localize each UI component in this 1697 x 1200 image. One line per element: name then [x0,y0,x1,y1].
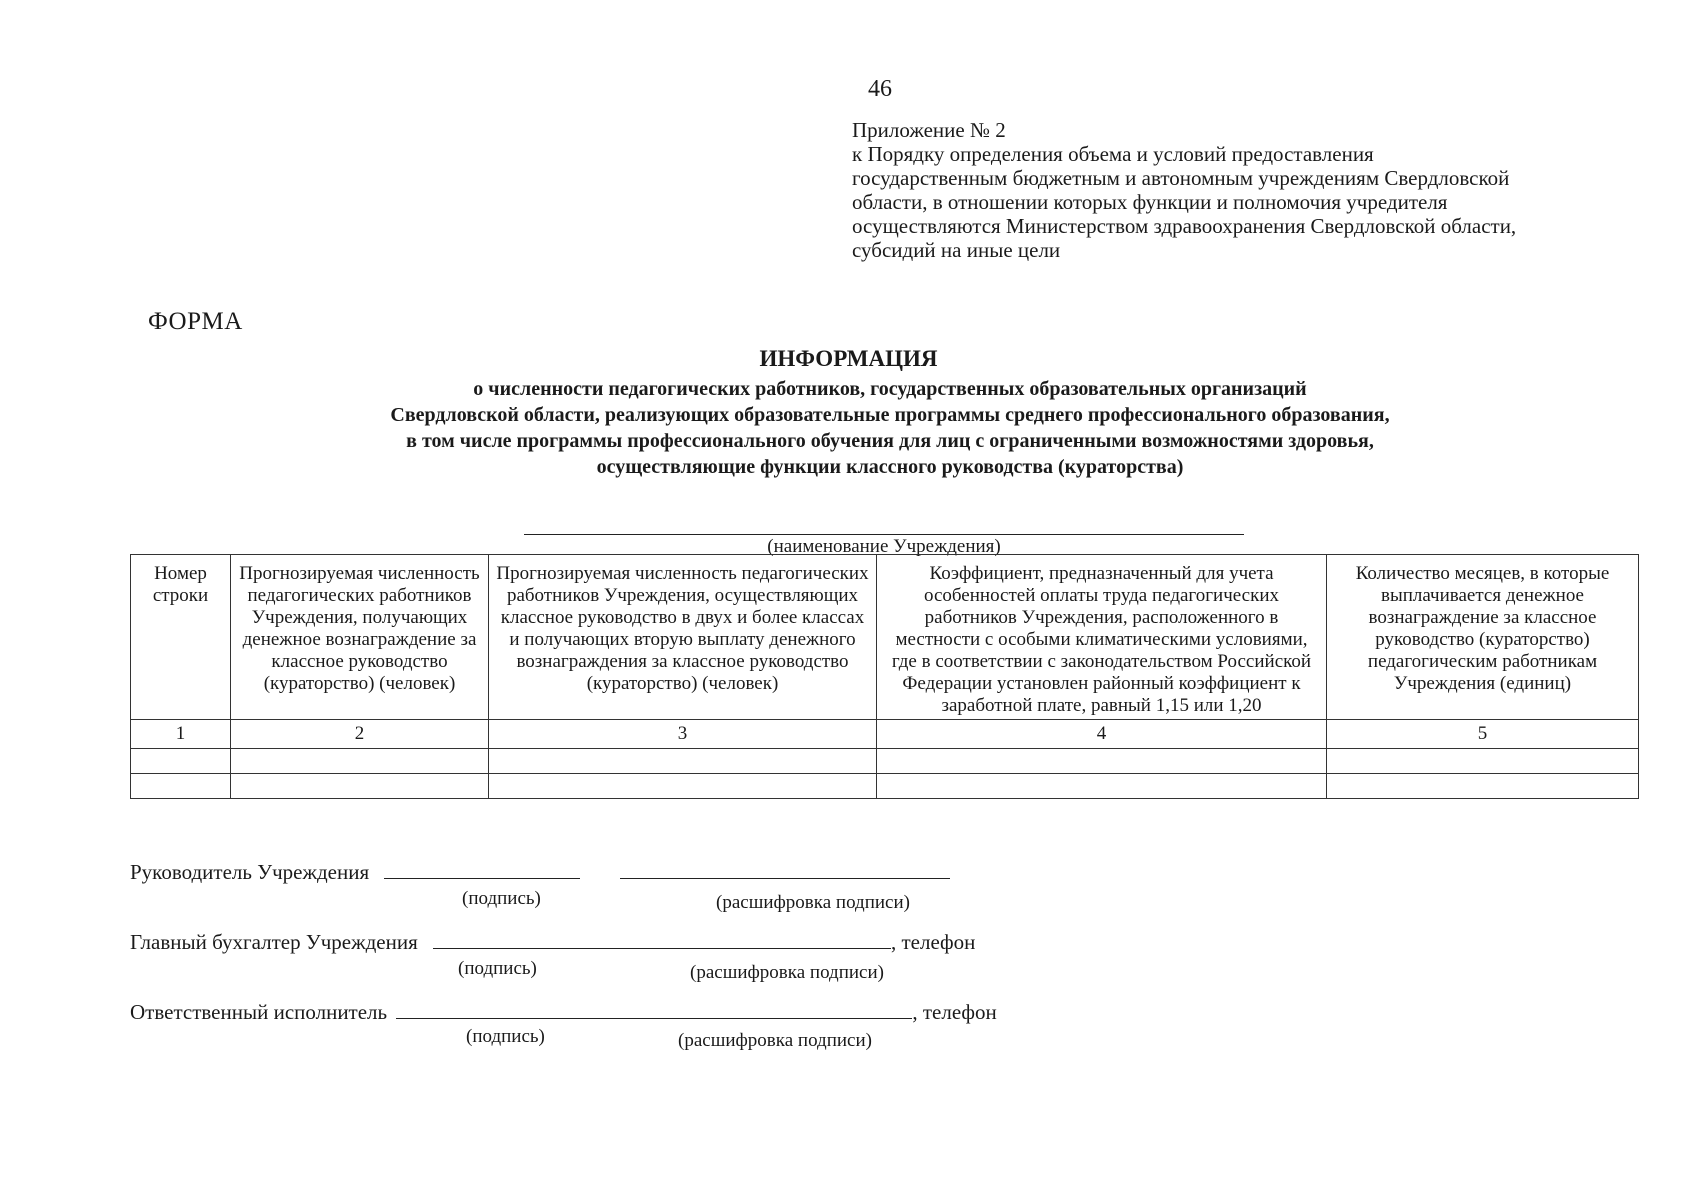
header-teachers-count: Прогнозируемая численность педагогических работников Учреждения, получающих денежное вознаграждение за классное руководство (кураторство) (человек) [231,555,489,720]
column-number: 5 [1327,720,1639,749]
head-decoding-caption: (расшифровка подписи) [716,892,910,913]
executor-signature-caption: (подпись) [466,1026,545,1047]
document-subtitle [0,376,1697,480]
head-signature-line[interactable] [384,860,580,879]
accountant-signature-caption: (подпись) [458,958,537,979]
form-label: ФОРМА [148,308,243,335]
info-table [130,554,1639,799]
head-signature-caption: (подпись) [462,888,541,909]
organization-caption: (наименование Учреждения) [767,536,1001,557]
accountant-label: Главный бухгалтер Учреждения [130,930,418,954]
executor-decoding-caption: (расшифровка подписи) [678,1030,872,1051]
header-regional-coefficient: Коэффициент, предназначенный для учета особенностей оплаты труда педагогических работников Учреждения, расположенного в местности с особыми климатическими условиями, где в соответствии с законодательством Российской Федерации установлен районный коэффициент к заработной плате, равный 1,15 или 1,20 [877,555,1327,720]
executor-label: Ответственный исполнитель [130,1000,388,1024]
table-header-row [131,555,1639,720]
table-cell[interactable] [489,774,877,799]
accountant-signature-block [130,930,975,955]
appendix-line: к Порядку определения объема и условий предоставления [852,142,1374,166]
table-cell[interactable] [131,749,231,774]
header-row-number: Номер строки [131,555,231,720]
appendix-line: государственным бюджетным и автономным учреждениям Свердловской [852,166,1510,190]
document-title: ИНФОРМАЦИЯ [759,346,938,371]
column-number: 1 [131,720,231,749]
head-signature-block [130,860,950,885]
table-cell[interactable] [877,774,1327,799]
table-row [131,749,1639,774]
column-number: 4 [877,720,1327,749]
table-cell[interactable] [1327,749,1639,774]
organization-name-line[interactable] [524,534,1244,535]
appendix-line: Приложение № 2 [852,118,1006,142]
table-cell[interactable] [877,749,1327,774]
table-cell[interactable] [231,774,489,799]
head-label: Руководитель Учреждения [130,860,370,884]
subtitle-line: Свердловской области, реализующих образовательные программы среднего профессионального образования, [390,404,1390,426]
subtitle-line: в том числе программы профессионального обучения для лиц с ограниченными возможностями здоровья, [406,430,1374,452]
header-second-payment-count: Прогнозируемая численность педагогических работников Учреждения, осуществляющих классное руководство в двух и более классах и получающих вторую выплату денежного вознаграждения за классное руководство (кураторство) (человек) [489,555,877,720]
table-cell[interactable] [1327,774,1639,799]
column-number: 2 [231,720,489,749]
column-number-row [131,720,1639,749]
accountant-phone-label: , телефон [891,930,976,954]
table-cell[interactable] [231,749,489,774]
executor-signature-block [130,1000,997,1025]
appendix-line: области, в отношении которых функции и полномочия учредителя [852,190,1448,214]
table-cell[interactable] [131,774,231,799]
column-number: 3 [489,720,877,749]
appendix-line: субсидий на иные цели [852,238,1061,262]
subtitle-line: осуществляющие функции классного руководства (кураторства) [596,456,1184,478]
subtitle-line: о численности педагогических работников, государственных образовательных организаций [473,378,1307,400]
head-decoding-line[interactable] [620,860,950,879]
table-cell[interactable] [489,749,877,774]
page-number: 46 [868,76,892,102]
accountant-decoding-caption: (расшифровка подписи) [690,962,884,983]
appendix-note [852,118,1516,262]
executor-phone-label: , телефон [912,1000,997,1024]
table-row [131,774,1639,799]
executor-signature-line[interactable] [396,1000,912,1019]
appendix-line: осуществляются Министерством здравоохранения Свердловской области, [852,214,1517,238]
accountant-signature-line[interactable] [433,930,891,949]
header-months-count: Количество месяцев, в которые выплачивается денежное вознаграждение за классное руководство (кураторство) педагогическим работникам Учреждения (единиц) [1327,555,1639,720]
